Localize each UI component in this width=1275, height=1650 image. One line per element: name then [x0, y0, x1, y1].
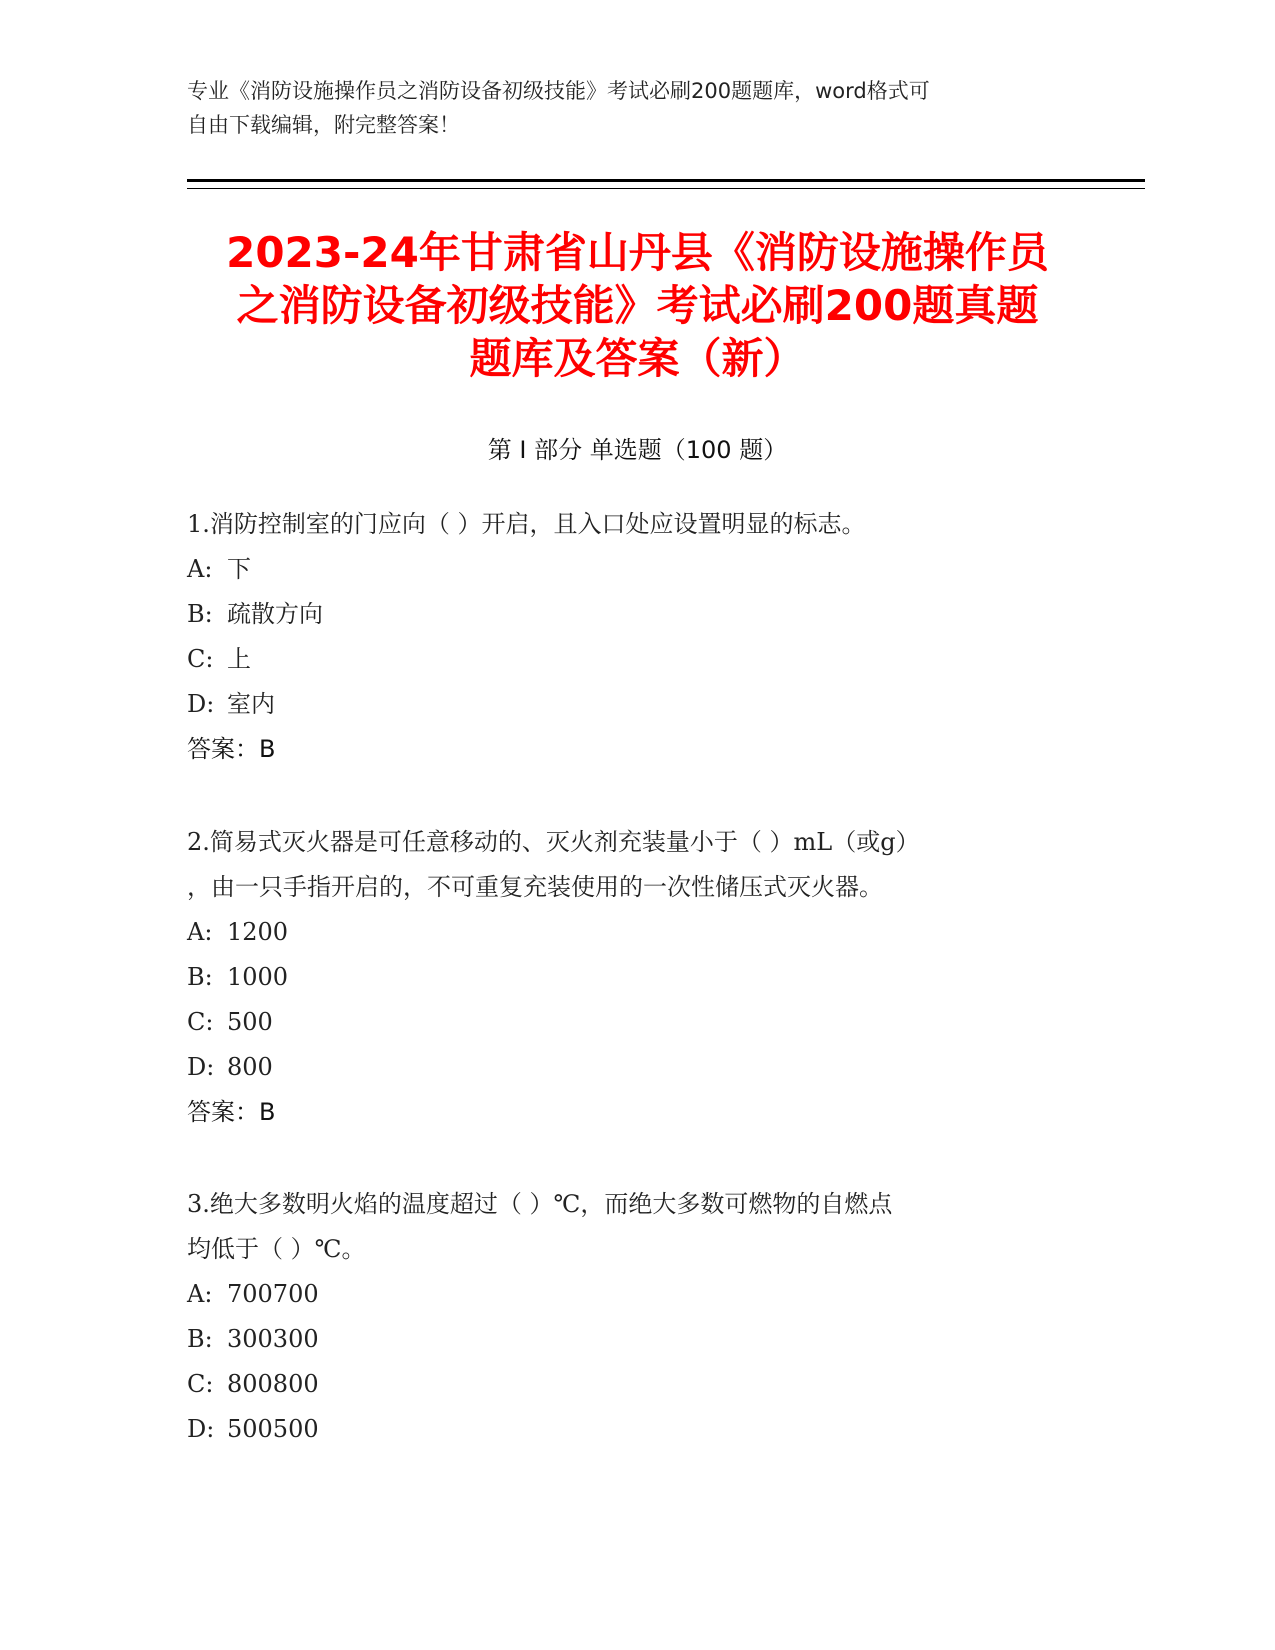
option-letter: A:	[187, 1280, 213, 1308]
option-text: 800800	[227, 1370, 319, 1398]
header-note	[187, 74, 1087, 142]
option-a	[187, 1272, 1087, 1317]
option-letter: C:	[187, 1008, 214, 1036]
option-letter: D:	[187, 1415, 215, 1443]
option-d	[187, 682, 1087, 727]
question-1	[187, 502, 1087, 772]
option-a	[187, 910, 1087, 955]
option-text: 室内	[227, 690, 275, 718]
option-letter: B:	[187, 1325, 213, 1353]
option-c	[187, 1000, 1087, 1045]
header-note-line: 专业《消防设施操作员之消防设备初级技能》考试必刷200题题库，word格式可	[187, 79, 930, 103]
option-text: 上	[227, 645, 251, 673]
header-rule-thick	[187, 179, 1145, 182]
option-letter: D:	[187, 690, 215, 718]
title-line: 题库及答案（新）	[469, 334, 806, 383]
option-text: 下	[227, 555, 251, 583]
option-text: 300300	[227, 1325, 319, 1353]
document-title	[150, 226, 1125, 385]
option-letter: A:	[187, 555, 213, 583]
option-letter: C:	[187, 1370, 214, 1398]
header-rule-thin	[187, 188, 1145, 189]
option-b	[187, 955, 1087, 1000]
question-stem: 均低于（ ）℃。	[187, 1235, 366, 1263]
question-stem: 3.绝大多数明火焰的温度超过（ ）℃，而绝大多数可燃物的自燃点	[187, 1190, 893, 1218]
option-text: 500	[227, 1008, 273, 1036]
header-note-line: 自由下载编辑，附完整答案！	[187, 113, 460, 137]
option-b	[187, 1317, 1087, 1362]
option-c	[187, 1362, 1087, 1407]
option-text: 1000	[227, 963, 289, 991]
option-text: 800	[227, 1053, 273, 1081]
option-letter: A:	[187, 918, 213, 946]
question-2	[187, 820, 1087, 1135]
option-letter: B:	[187, 600, 213, 628]
option-c	[187, 637, 1087, 682]
section-heading: 第 I 部分 单选题（100 题）	[487, 436, 788, 464]
option-text: 疏散方向	[227, 600, 323, 628]
title-line: 2023-24年甘肃省山丹县《消防设施操作员	[226, 228, 1049, 277]
option-text: 1200	[227, 918, 289, 946]
question-stem: 2.简易式灭火器是可任意移动的、灭火剂充装量小于（ ）mL（或g）	[187, 828, 920, 856]
option-letter: D:	[187, 1053, 215, 1081]
answer-line: 答案：B	[187, 1098, 276, 1126]
option-d	[187, 1407, 1087, 1452]
question-stem: 1.消防控制室的门应向（ ）开启，且入口处应设置明显的标志。	[187, 510, 866, 538]
option-text: 700700	[227, 1280, 319, 1308]
answer-line: 答案：B	[187, 735, 276, 763]
option-letter: B:	[187, 963, 213, 991]
question-3	[187, 1182, 1087, 1452]
option-b	[187, 592, 1087, 637]
option-letter: C:	[187, 645, 214, 673]
title-line: 之消防设备初级技能》考试必刷200题真题	[236, 281, 1039, 330]
question-stem: ，由一只手指开启的，不可重复充装使用的一次性储压式灭火器。	[187, 873, 883, 901]
option-d	[187, 1045, 1087, 1090]
option-a	[187, 547, 1087, 592]
option-text: 500500	[227, 1415, 319, 1443]
